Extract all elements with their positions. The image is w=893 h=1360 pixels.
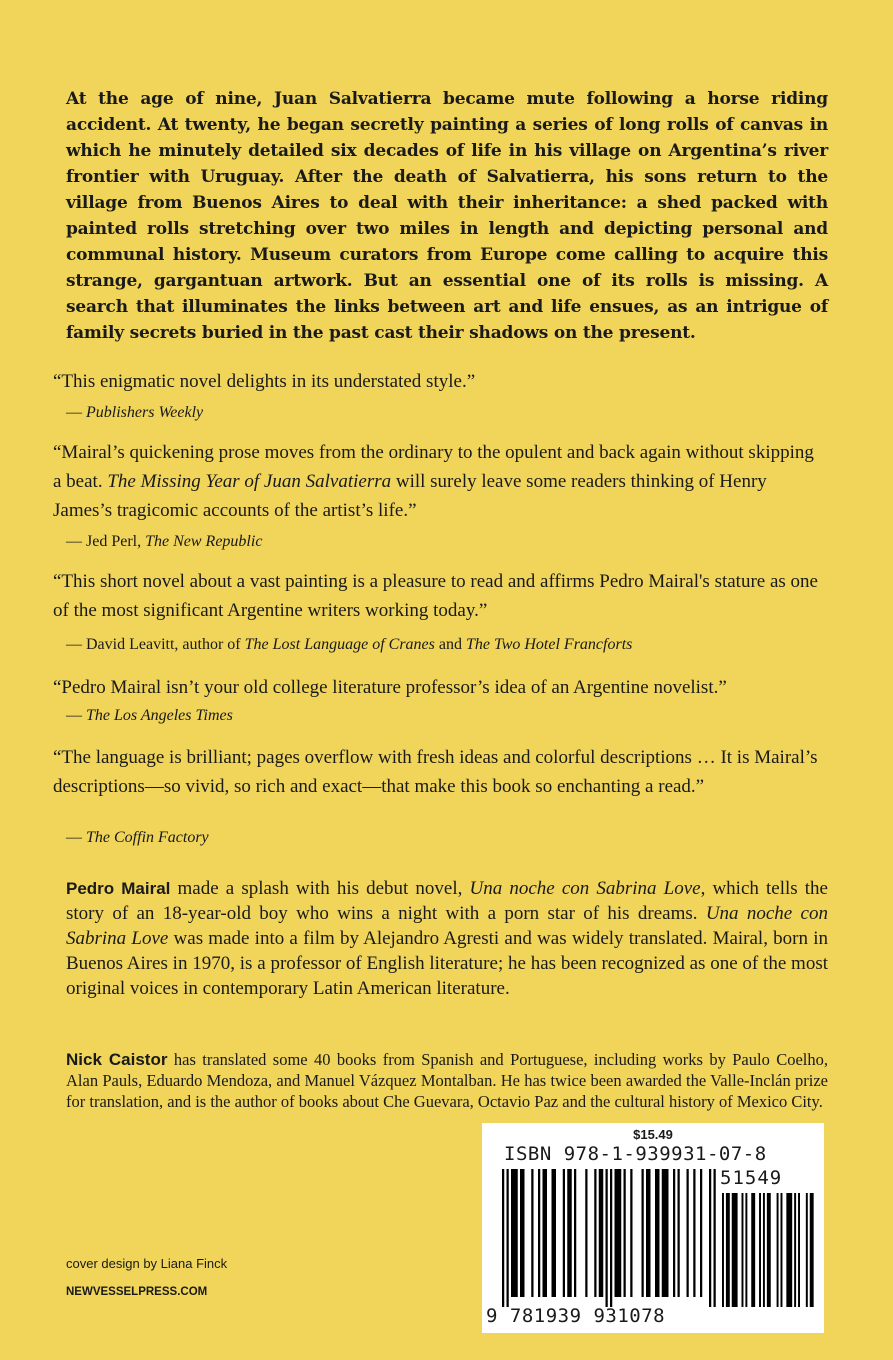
quote-2-text-a: “Mairal’s quickening prose moves from the ordinary to the opulent and back again without skipping a beat. <box>53 442 814 492</box>
quote-1: “This enigmatic novel delights in its understated style.” <box>53 371 476 392</box>
attribution-title-1: The Lost Language of Cranes <box>244 636 435 653</box>
ean13-bar <box>507 1169 509 1307</box>
ean13-bar <box>543 1169 548 1297</box>
cover-design-credit: cover design by Liana Finck <box>66 1256 228 1271</box>
ean13-bar <box>678 1169 680 1297</box>
attribution-source: The Los Angeles Times <box>86 707 233 724</box>
ean13-bar <box>574 1169 576 1297</box>
ean13-bar <box>594 1169 596 1297</box>
isbn-text: ISBN 978-1-939931-07-8 <box>504 1143 767 1165</box>
ean13-bars <box>502 1169 716 1307</box>
addon-bar <box>745 1193 747 1307</box>
addon-bar <box>732 1193 738 1307</box>
attribution-source: Publishers Weekly <box>86 404 204 421</box>
addon-bars <box>722 1193 814 1307</box>
author-book-title-2: Una noche con Sabrina Love <box>66 903 828 949</box>
addon-bar <box>726 1193 730 1307</box>
attribution-conjunction: and <box>434 636 466 653</box>
author-bio <box>66 876 828 1001</box>
attribution-dash: — <box>66 404 86 421</box>
addon-bar <box>798 1193 800 1307</box>
author-book-title-1: Una noche con Sabrina Love <box>469 878 701 899</box>
attribution-source: The Coffin Factory <box>86 829 209 846</box>
translator-name: Nick Caistor <box>66 1050 168 1069</box>
quote-1-attribution <box>66 403 203 423</box>
synopsis-paragraph: At the age of nine, Juan Salvatierra became mute following a horse riding accident. At twenty, he began secretly painting a series of long rolls of canvas in which he minutely detailed six decades of life in his village on Argentina’s river frontier with Uruguay. After the death of Salvatierra, his sons return to the village from Buenos Aires to deal with their inheritance: a shed packed with painted rolls stretching over two miles in length and depicting personal and communal history. Museum curators from Europe come calling to acquire this strange, gargantuan artwork. But an essential one of its rolls is missing. A search that illuminates the links between art and life ensues, as an intrigue of family secrets buried in the past cast their shadows on the present. <box>66 89 828 343</box>
attribution-source: The New Republic <box>145 533 263 550</box>
addon-bar <box>781 1193 783 1307</box>
ean13-bar <box>606 1169 608 1307</box>
ean13-bar <box>687 1169 689 1297</box>
addon-bar <box>751 1193 755 1307</box>
ean13-bar <box>585 1169 587 1297</box>
ean13-bar <box>655 1169 660 1297</box>
attribution-dash: — <box>66 829 86 846</box>
price-addon-digits: 51549 <box>720 1167 783 1189</box>
isbn-barcode-block <box>482 1123 824 1333</box>
attribution-name: — Jed Perl, <box>66 533 146 550</box>
ean13-bar <box>502 1169 504 1307</box>
ean13-bar <box>709 1169 711 1307</box>
addon-bar <box>722 1193 724 1307</box>
ean-digits: 9 781939 931078 <box>486 1305 666 1327</box>
ean13-bar <box>615 1169 622 1297</box>
translator-bio-text: has translated some 40 books from Spanish and Portuguese, including works by Paulo Coelho, Alan Pauls, Eduardo Mendoza, and Manuel Vázquez Montalban. He has twice been awarded the Valle-Inclán prize for translation, and is the author of books about Che Guevara, Octavio Paz and the cultural history of Mexico City. <box>66 1050 829 1111</box>
barcode-bars <box>482 1123 824 1333</box>
quote-3: “This short novel about a vast painting is a pleasure to read and affirms Pedro Mairal's stature as one of the most significant Argentine writers working today.” <box>53 571 818 621</box>
attribution-name: — David Leavitt, author of <box>66 636 245 653</box>
quote-2-attribution <box>66 532 262 552</box>
ean13-bar <box>662 1169 669 1297</box>
ean13-bar <box>624 1169 626 1297</box>
addon-bar <box>777 1193 779 1307</box>
ean13-bar <box>599 1169 604 1297</box>
quote-3-attribution <box>66 635 632 655</box>
ean13-bar <box>700 1169 702 1297</box>
ean13-bar <box>630 1169 632 1297</box>
ean13-bar <box>552 1169 557 1297</box>
ean13-bar <box>673 1169 675 1297</box>
addon-bar <box>767 1193 771 1307</box>
ean13-bar <box>538 1169 540 1297</box>
addon-bar <box>810 1193 814 1307</box>
quote-5: “The language is brilliant; pages overflow with fresh ideas and colorful descriptions … It is Mairal’s descriptions—so vivid, so rich and exact—that make this book so enchanting a read.” <box>53 747 818 797</box>
quote-4: “Pedro Mairal isn’t your old college literature professor’s idea of an Argentine novelist.” <box>53 677 727 698</box>
quote-5-attribution <box>66 828 209 848</box>
ean13-bar <box>511 1169 518 1297</box>
author-bio-text-2: , which tells the story of an 18-year-old boy who wins a night with a porn star of his dreams. <box>66 878 828 924</box>
attribution-title-2: The Two Hotel Francforts <box>465 636 633 653</box>
author-bio-text-3: was made into a film by Alejandro Agresti and was widely translated. Mairal, born in Buenos Aires in 1970, is a professor of English literature; he has been recognized as one of the most original voices in contemporary Latin American literature. <box>66 928 828 999</box>
addon-bar <box>759 1193 761 1307</box>
ean13-bar <box>531 1169 533 1297</box>
quote-4-attribution <box>66 706 233 726</box>
quote-2-text-b: will surely leave some readers thinking of Henry James’s tragicomic accounts of the artist’s life.” <box>53 471 767 521</box>
author-bio-text-1: made a splash with his debut novel, <box>170 878 470 899</box>
addon-bar <box>806 1193 808 1307</box>
quote-2 <box>53 438 823 525</box>
addon-bar <box>794 1193 796 1307</box>
translator-bio <box>66 1049 828 1112</box>
ean13-bar <box>642 1169 644 1297</box>
publisher-url: NEWVESSELPRESS.COM <box>66 1286 208 1298</box>
attribution-dash: — <box>66 707 86 724</box>
addon-bar <box>786 1193 792 1307</box>
price-label: $15.49 <box>633 1127 673 1142</box>
addon-bar <box>763 1193 765 1307</box>
ean13-bar <box>520 1169 525 1297</box>
quote-2-book-title: The Missing Year of Juan Salvatierra <box>107 471 392 492</box>
ean13-bar <box>610 1169 612 1307</box>
author-name: Pedro Mairal <box>66 879 171 898</box>
ean13-bar <box>563 1169 565 1297</box>
addon-bar <box>742 1193 744 1307</box>
ean13-bar <box>567 1169 572 1297</box>
ean13-bar <box>693 1169 695 1297</box>
ean13-bar <box>646 1169 651 1297</box>
ean13-bar <box>714 1169 716 1307</box>
